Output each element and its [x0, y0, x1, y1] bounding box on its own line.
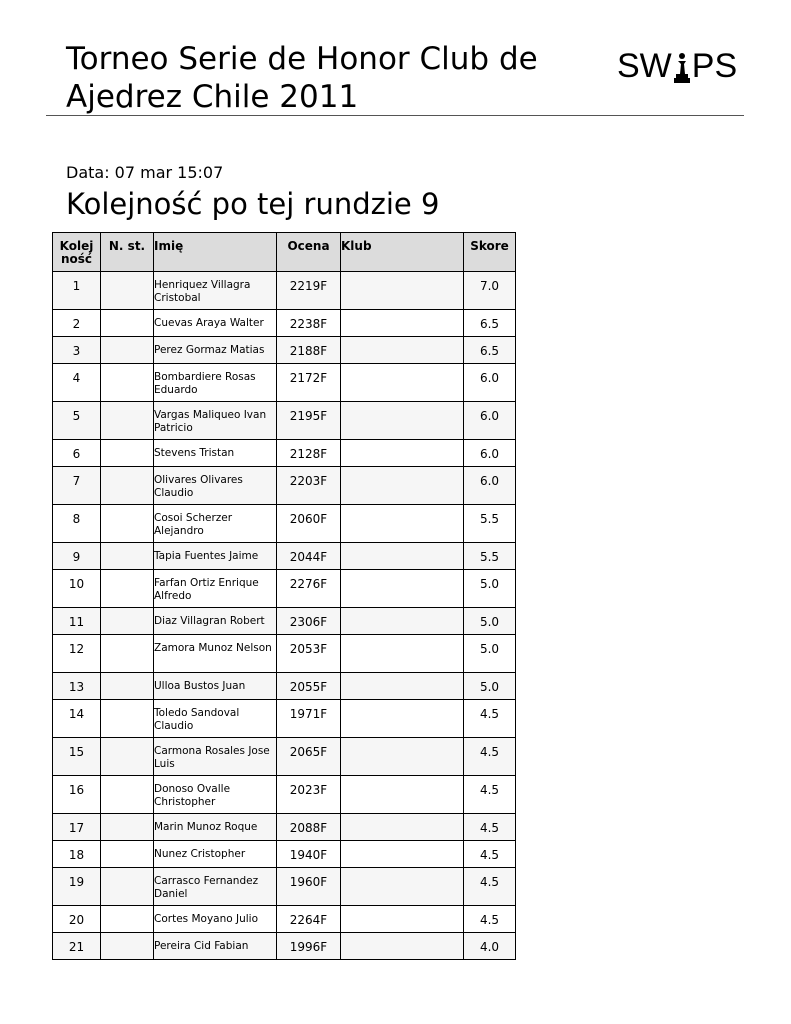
- name-cell: Olivares Olivares Claudio: [154, 467, 277, 505]
- column-header-name: Imię: [154, 233, 277, 272]
- name-cell: Perez Gormaz Matias: [154, 337, 277, 364]
- name-cell: Cortes Moyano Julio: [154, 906, 277, 933]
- score-cell: 4.5: [464, 868, 516, 906]
- table-row: [53, 814, 516, 841]
- name-cell: Donoso Ovalle Christopher: [154, 776, 277, 814]
- number-cell: [101, 467, 154, 505]
- rank-cell: 8: [53, 505, 101, 543]
- number-cell: [101, 440, 154, 467]
- rank-cell: 6: [53, 440, 101, 467]
- club-cell: [341, 364, 464, 402]
- score-cell: 4.5: [464, 738, 516, 776]
- rank-cell: 14: [53, 700, 101, 738]
- club-cell: [341, 337, 464, 364]
- name-cell: Cosoi Scherzer Alejandro: [154, 505, 277, 543]
- swips-logo: [617, 46, 737, 86]
- rating-cell: 2264F: [277, 906, 341, 933]
- score-cell: 4.5: [464, 776, 516, 814]
- rating-cell: 2023F: [277, 776, 341, 814]
- number-cell: [101, 738, 154, 776]
- score-cell: 6.0: [464, 467, 516, 505]
- number-cell: [101, 310, 154, 337]
- table-row: [53, 272, 516, 310]
- name-cell: Stevens Tristan: [154, 440, 277, 467]
- number-cell: [101, 673, 154, 700]
- rank-cell: 7: [53, 467, 101, 505]
- club-cell: [341, 635, 464, 673]
- rank-cell: 2: [53, 310, 101, 337]
- name-cell: Vargas Maliqueo Ivan Patricio: [154, 402, 277, 440]
- table-row: [53, 608, 516, 635]
- chess-piece-icon: [673, 52, 691, 84]
- rating-cell: 2203F: [277, 467, 341, 505]
- score-cell: 6.5: [464, 337, 516, 364]
- name-cell: Nunez Cristopher: [154, 841, 277, 868]
- name-cell: Carrasco Fernandez Daniel: [154, 868, 277, 906]
- rank-cell: 20: [53, 906, 101, 933]
- rank-cell: 11: [53, 608, 101, 635]
- rank-cell: 3: [53, 337, 101, 364]
- column-header-number: N. st.: [101, 233, 154, 272]
- number-cell: [101, 776, 154, 814]
- rating-cell: 2276F: [277, 570, 341, 608]
- number-cell: [101, 272, 154, 310]
- club-cell: [341, 841, 464, 868]
- club-cell: [341, 402, 464, 440]
- rank-cell: 15: [53, 738, 101, 776]
- club-cell: [341, 868, 464, 906]
- rating-cell: 1960F: [277, 868, 341, 906]
- score-cell: 5.0: [464, 635, 516, 673]
- table-row: [53, 402, 516, 440]
- score-cell: 7.0: [464, 272, 516, 310]
- score-cell: 6.0: [464, 440, 516, 467]
- score-cell: 4.0: [464, 933, 516, 960]
- score-cell: 5.5: [464, 543, 516, 570]
- name-cell: Toledo Sandoval Claudio: [154, 700, 277, 738]
- rating-cell: 2088F: [277, 814, 341, 841]
- table-row: [53, 570, 516, 608]
- rank-cell: 17: [53, 814, 101, 841]
- number-cell: [101, 841, 154, 868]
- club-cell: [341, 272, 464, 310]
- name-cell: Zamora Munoz Nelson: [154, 635, 277, 673]
- number-cell: [101, 364, 154, 402]
- name-cell: Carmona Rosales Jose Luis: [154, 738, 277, 776]
- number-cell: [101, 337, 154, 364]
- rank-cell: 16: [53, 776, 101, 814]
- table-row: [53, 841, 516, 868]
- name-cell: Marin Munoz Roque: [154, 814, 277, 841]
- column-header-score: Skore: [464, 233, 516, 272]
- rank-cell: 21: [53, 933, 101, 960]
- rating-cell: 1971F: [277, 700, 341, 738]
- print-date: Data: 07 mar 15:07: [66, 163, 224, 182]
- rank-cell: 9: [53, 543, 101, 570]
- rank-cell: 4: [53, 364, 101, 402]
- table-row: [53, 467, 516, 505]
- name-cell: Henriquez Villagra Cristobal: [154, 272, 277, 310]
- table-row: [53, 868, 516, 906]
- score-cell: 5.5: [464, 505, 516, 543]
- table-row: [53, 310, 516, 337]
- standings-heading: Kolejność po tej rundzie 9: [66, 187, 440, 221]
- score-cell: 4.5: [464, 700, 516, 738]
- club-cell: [341, 700, 464, 738]
- score-cell: 6.0: [464, 402, 516, 440]
- rating-cell: 2128F: [277, 440, 341, 467]
- rating-cell: 2195F: [277, 402, 341, 440]
- table-row: [53, 738, 516, 776]
- rating-cell: 2053F: [277, 635, 341, 673]
- name-cell: Bombardiere Rosas Eduardo: [154, 364, 277, 402]
- club-cell: [341, 440, 464, 467]
- table-row: [53, 337, 516, 364]
- table-row: [53, 700, 516, 738]
- number-cell: [101, 543, 154, 570]
- rank-cell: 18: [53, 841, 101, 868]
- rating-cell: 2306F: [277, 608, 341, 635]
- number-cell: [101, 868, 154, 906]
- club-cell: [341, 570, 464, 608]
- number-cell: [101, 700, 154, 738]
- table-row: [53, 635, 516, 673]
- table-row: [53, 364, 516, 402]
- score-cell: 5.0: [464, 608, 516, 635]
- score-cell: 6.0: [464, 364, 516, 402]
- table-row: [53, 776, 516, 814]
- name-cell: Cuevas Araya Walter: [154, 310, 277, 337]
- column-header-rating: Ocena: [277, 233, 341, 272]
- table-row: [53, 505, 516, 543]
- table-row: [53, 440, 516, 467]
- rank-cell: 10: [53, 570, 101, 608]
- club-cell: [341, 776, 464, 814]
- name-cell: Pereira Cid Fabian: [154, 933, 277, 960]
- club-cell: [341, 505, 464, 543]
- rating-cell: 2188F: [277, 337, 341, 364]
- table-row: [53, 933, 516, 960]
- club-cell: [341, 467, 464, 505]
- document-title: Torneo Serie de Honor Club de Ajedrez Chile 2011: [66, 41, 538, 115]
- standings-table: [52, 232, 516, 960]
- number-cell: [101, 505, 154, 543]
- number-cell: [101, 635, 154, 673]
- table-row: [53, 543, 516, 570]
- rating-cell: 1996F: [277, 933, 341, 960]
- club-cell: [341, 310, 464, 337]
- header-divider: [46, 115, 744, 116]
- club-cell: [341, 608, 464, 635]
- rank-cell: 19: [53, 868, 101, 906]
- logo-text-left: SW: [617, 47, 672, 85]
- name-cell: Farfan Ortiz Enrique Alfredo: [154, 570, 277, 608]
- table-row: [53, 673, 516, 700]
- score-cell: 5.0: [464, 673, 516, 700]
- score-cell: 4.5: [464, 906, 516, 933]
- name-cell: Tapia Fuentes Jaime: [154, 543, 277, 570]
- rating-cell: 2238F: [277, 310, 341, 337]
- number-cell: [101, 570, 154, 608]
- number-cell: [101, 814, 154, 841]
- rank-cell: 13: [53, 673, 101, 700]
- rank-cell: 12: [53, 635, 101, 673]
- number-cell: [101, 906, 154, 933]
- column-header-club: Klub: [341, 233, 464, 272]
- number-cell: [101, 608, 154, 635]
- number-cell: [101, 402, 154, 440]
- club-cell: [341, 814, 464, 841]
- club-cell: [341, 933, 464, 960]
- table-header-row: [53, 233, 516, 272]
- score-cell: 4.5: [464, 814, 516, 841]
- rating-cell: 2065F: [277, 738, 341, 776]
- club-cell: [341, 673, 464, 700]
- club-cell: [341, 738, 464, 776]
- rating-cell: 2055F: [277, 673, 341, 700]
- name-cell: Diaz Villagran Robert: [154, 608, 277, 635]
- rating-cell: 2219F: [277, 272, 341, 310]
- score-cell: 5.0: [464, 570, 516, 608]
- table-row: [53, 906, 516, 933]
- name-cell: Ulloa Bustos Juan: [154, 673, 277, 700]
- club-cell: [341, 543, 464, 570]
- score-cell: 6.5: [464, 310, 516, 337]
- club-cell: [341, 906, 464, 933]
- rank-cell: 5: [53, 402, 101, 440]
- score-cell: 4.5: [464, 841, 516, 868]
- rating-cell: 1940F: [277, 841, 341, 868]
- number-cell: [101, 933, 154, 960]
- column-header-rank: Kolej ność: [53, 233, 101, 272]
- rank-cell: 1: [53, 272, 101, 310]
- rating-cell: 2044F: [277, 543, 341, 570]
- rating-cell: 2172F: [277, 364, 341, 402]
- rating-cell: 2060F: [277, 505, 341, 543]
- logo-text-right: PS: [691, 47, 738, 85]
